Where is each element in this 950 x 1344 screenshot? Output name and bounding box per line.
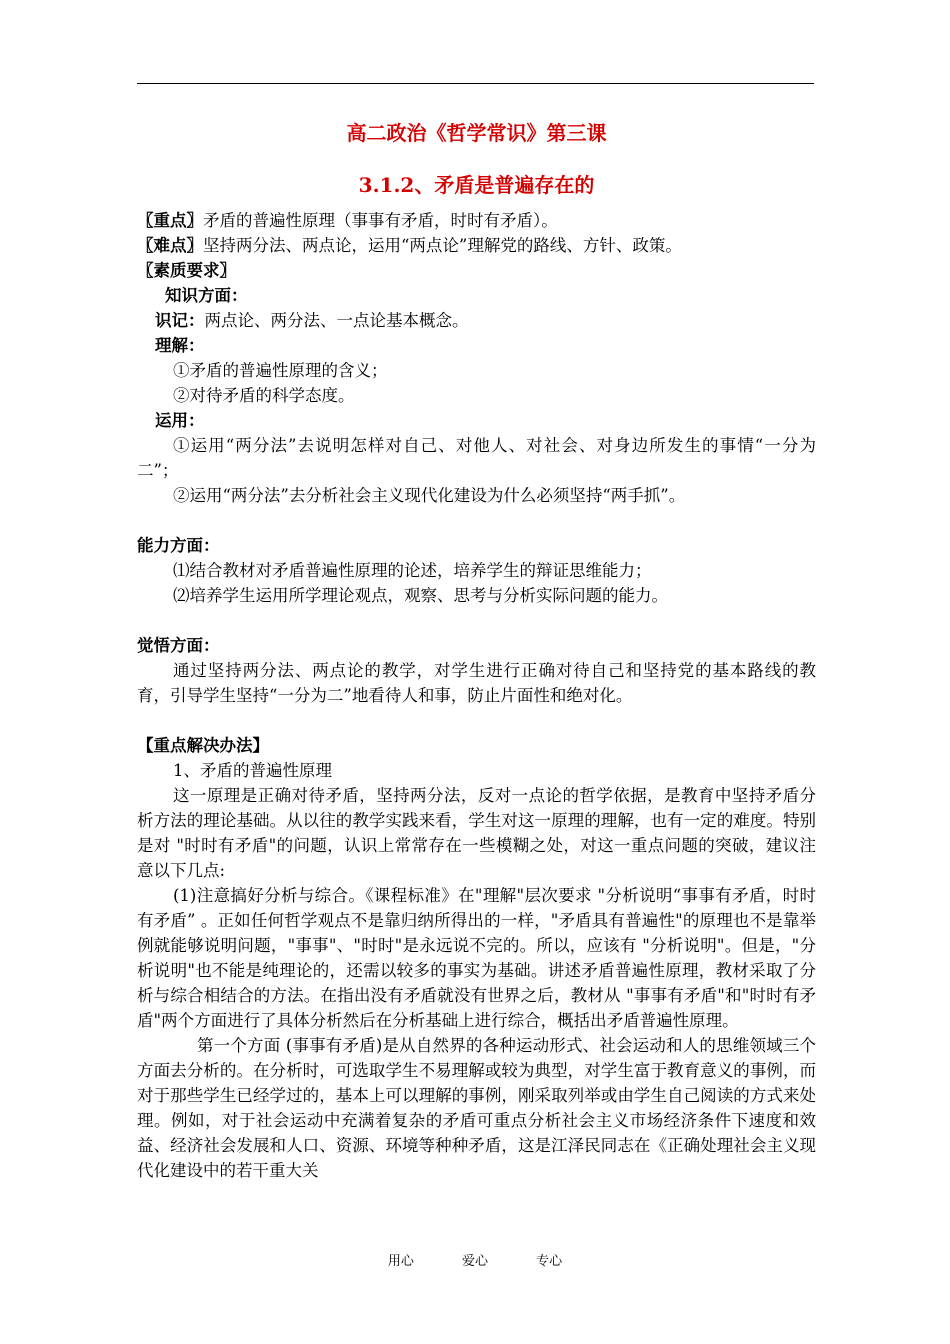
ability-label: 能力方面：: [137, 536, 220, 555]
solution-paragraph-2: (1)注意搞好分析与综合。《课程标准》在"理解"层次要求 "分析说明“事事有矛盾，时时有矛盾” 。正如任何哲学观点不是靠归纳所得出的一样，"矛盾具有普遍性"的原理也不是靠举例就能够说明问题，"事事"、"时时"是永远说不完的。所以，应该有 "分析说明"。但是，"分析说明"也不能是纯理论的，还需以较多的事实为基础。讲述矛盾普遍性原理，教材采取了分析与综合相结合的方法。在指出没有矛盾就没有世界之后，教材从 "事事有矛盾"和"时时有矛盾"两个方面进行了具体分析然后在分析基础上进行综合，概括出矛盾普遍性原理。: [137, 886, 816, 1030]
memorize-line: [137, 308, 816, 333]
apply-item-2: ②运用“两分法”去分析社会主义现代化建设为什么必须坚持“两手抓”。: [173, 486, 686, 505]
difficult-point-text: 坚持两分法、两点论，运用“两点论”理解党的路线、方针、政策。: [203, 236, 682, 255]
apply-item-1: ①运用“两分法”去说明怎样对自己、对他人、对社会、对身边所发生的事情“一分为二”；: [137, 436, 816, 480]
footer-word-2: 爱心: [461, 1254, 488, 1269]
key-point-text: 矛盾的普遍性原理（事事有矛盾，时时有矛盾）。: [203, 211, 558, 230]
solution-label: 【重点解决办法】: [137, 736, 269, 755]
document-body: [137, 118, 816, 1183]
key-point-label: 〖重点〗: [137, 211, 203, 230]
understand-label: 理解：: [155, 336, 205, 355]
awareness-text: 通过坚持两分法、两点论的教学，对学生进行正确对待自己和坚持党的基本路线的教育，引导学生坚持“一分为二”地看待人和事，防止片面性和绝对化。: [137, 661, 816, 705]
header-rule: [137, 83, 814, 84]
solution-paragraph-1: 这一原理是正确对待矛盾，坚持两分法，反对一点论的哲学依据，是教育中坚持矛盾分析方法的理论基础。从以往的教学实践来看，学生对这一原理的理解，也有一定的难度。特别是对 "时时有矛盾"的问题，认识上常常存在一些模糊之处，对这一重点问题的突破，建议注意以下几点:: [137, 786, 816, 880]
memorize-text: 两点论、两分法、一点论基本概念。: [204, 311, 469, 330]
quality-requirements-label: 〖素质要求〗: [137, 261, 236, 280]
key-point: [137, 208, 816, 233]
solution-item-1: 1、矛盾的普遍性原理: [173, 761, 332, 780]
ability-item-1: ⑴结合教材对矛盾普遍性原理的论述，培养学生的辩证思维能力；: [173, 561, 652, 580]
difficult-point-label: 〖难点〗: [137, 236, 203, 255]
understand-item-2: ②对待矛盾的科学态度。: [173, 386, 355, 405]
apply-label: 运用：: [155, 411, 205, 430]
ability-item-2: ⑵培养学生运用所学理论观点，观察、思考与分析实际问题的能力。: [173, 586, 668, 605]
solution-paragraph-3: 第一个方面 (事事有矛盾)是从自然界的各种运动形式、社会运动和人的思维领域三个方面去分析的。在分析时，可选取学生不易理解或较为典型，对学生富于教育意义的事例，而对于那些学生已经学过的，基本上可以理解的事例，刚采取列举或由学生自己阅读的方式来处理。例如，对于社会运动中充满着复杂的矛盾可重点分析社会主义市场经济条件下速度和效益、经济社会发展和人口、资源、环境等种种矛盾，这是江泽民同志在《正确处理社会主义现代化建设中的若干重大关: [137, 1036, 816, 1180]
document-subtitle: 3.1.2、矛盾是普遍存在的: [358, 173, 595, 197]
memorize-label: 识记：: [155, 311, 205, 330]
understand-item-1: ①矛盾的普遍性原理的含义；: [173, 361, 388, 380]
footer-word-3: 专心: [536, 1254, 563, 1269]
knowledge-label: 知识方面：: [165, 286, 248, 305]
footer-word-1: 用心: [387, 1254, 414, 1269]
awareness-label: 觉悟方面：: [137, 636, 220, 655]
document-title: 高二政治《哲学常识》第三课: [346, 121, 607, 145]
difficult-point: [137, 233, 816, 258]
page-footer: [0, 1250, 950, 1269]
